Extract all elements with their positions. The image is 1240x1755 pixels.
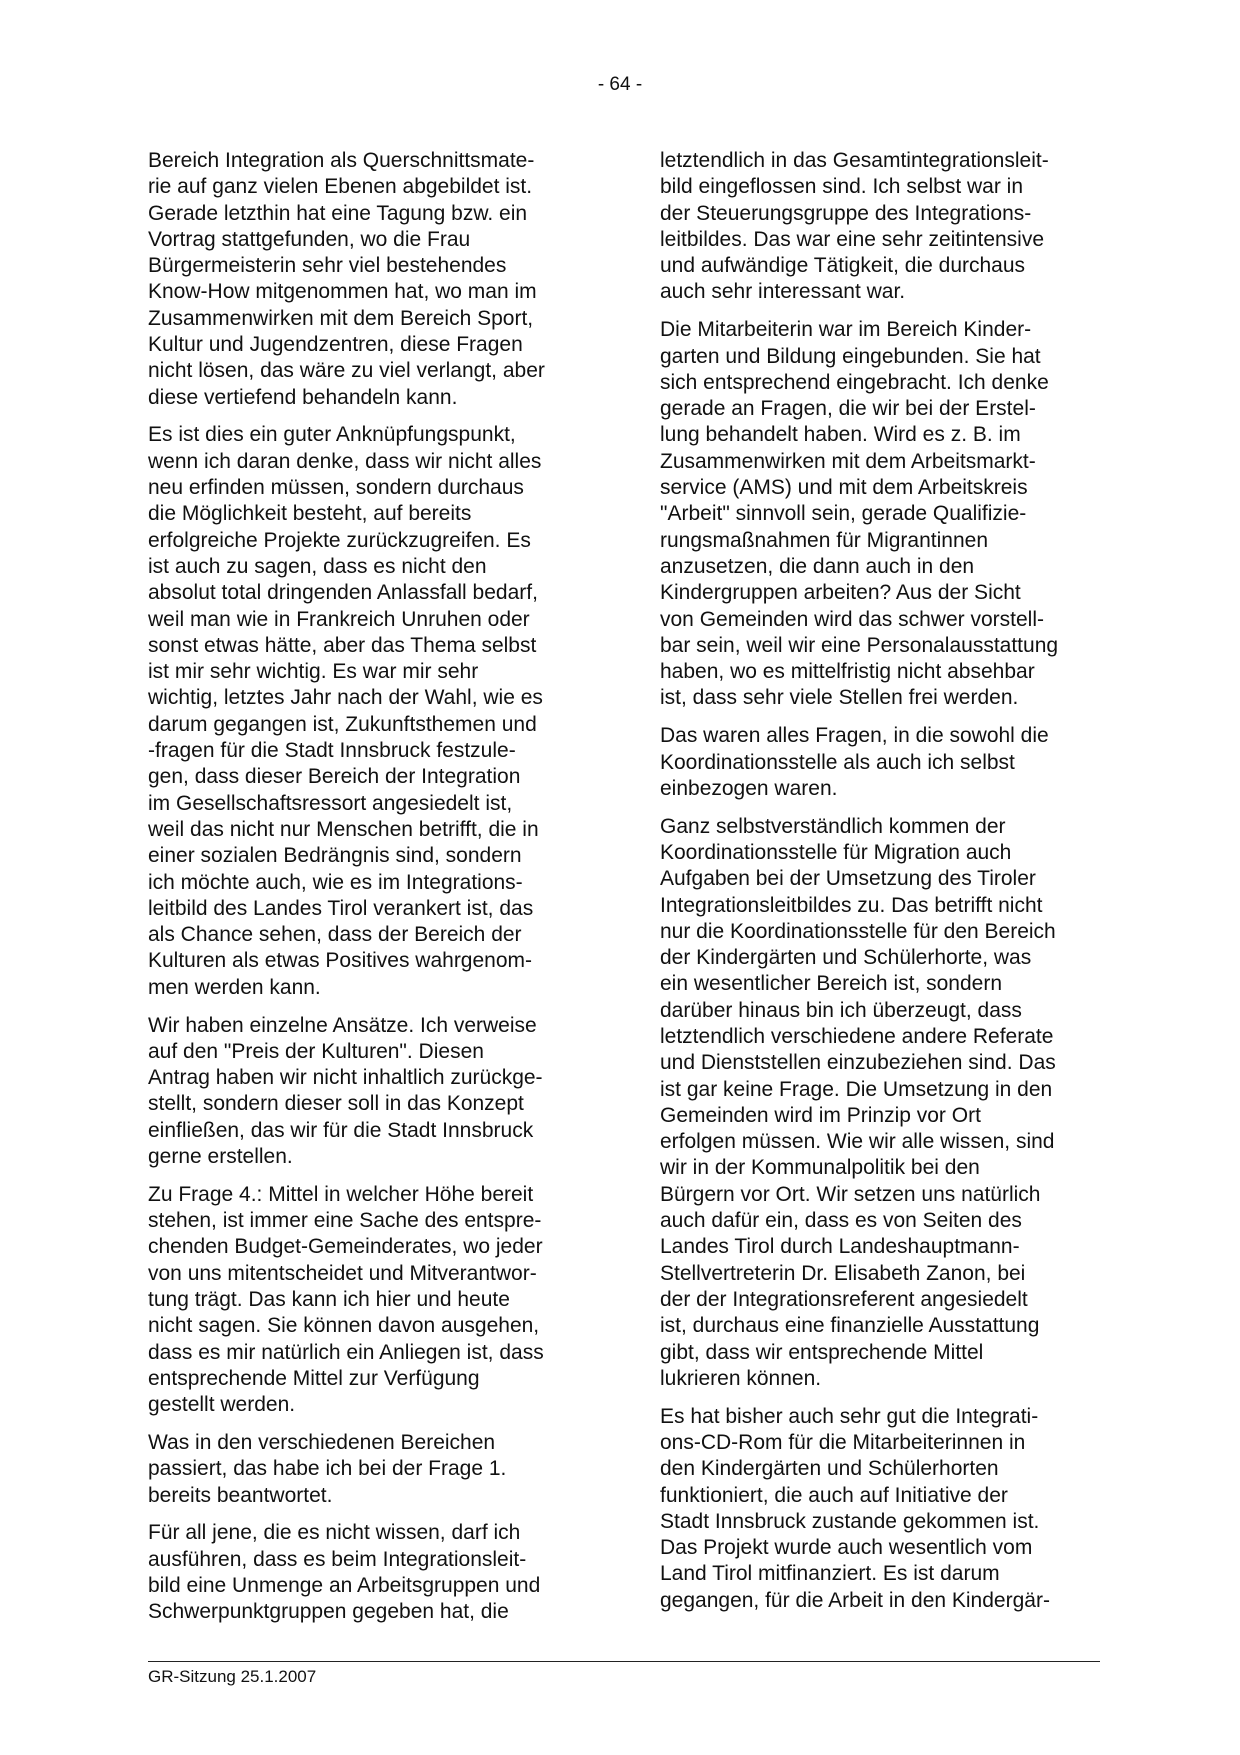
text-line: Für all jene, die es nicht wissen, darf ich	[148, 1521, 521, 1545]
text-line: weil man wie in Frankreich Unruhen oder	[148, 607, 530, 631]
paragraph	[148, 1520, 586, 1625]
text-line: -fragen für die Stadt Innsbruck festzule-	[148, 739, 516, 763]
text-line: Ganz selbstverständlich kommen der	[660, 814, 1006, 838]
footer-session-date: GR-Sitzung 25.1.2007	[148, 1667, 317, 1686]
text-line: ons-CD-Rom für die Mitarbeiterinnen in	[660, 1430, 1026, 1454]
text-line: ausführen, dass es beim Integrationsleit-	[148, 1547, 527, 1571]
text-line: ist auch zu sagen, dass es nicht den	[148, 554, 487, 578]
text-line: Koordinationsstelle für Migration auch	[660, 840, 1012, 864]
text-line: gegangen, für die Arbeit in den Kindergär-	[660, 1588, 1050, 1612]
text-line: dass es mir natürlich ein Anliegen ist, dass	[148, 1340, 544, 1364]
text-line: nicht sagen. Sie können davon ausgehen,	[148, 1314, 540, 1338]
text-line: ein wesentlicher Bereich ist, sondern	[660, 972, 1003, 996]
text-line: Bürgern vor Ort. Wir setzen uns natürlich	[660, 1182, 1041, 1206]
paragraph	[148, 1013, 586, 1171]
text-line: erfolgreiche Projekte zurückzugreifen. Es	[148, 528, 531, 552]
page-number: - 64 -	[597, 74, 643, 95]
text-line: gen, dass dieser Bereich der Integration	[148, 765, 521, 789]
text-line: Wir haben einzelne Ansätze. Ich verweise	[148, 1013, 537, 1037]
text-line: Koordinationsstelle als auch ich selbst	[660, 750, 1015, 774]
text-line: rie auf ganz vielen Ebenen abgebildet ist.	[148, 175, 533, 199]
text-line: Das Projekt wurde auch wesentlich vom	[660, 1536, 1033, 1560]
text-line: Es ist dies ein guter Anknüpfungspunkt,	[148, 423, 516, 447]
text-line: Gerade letzthin hat eine Tagung bzw. ein	[148, 201, 528, 225]
text-line: funktioniert, die auch auf Initiative der	[660, 1483, 1008, 1507]
text-line: als Chance sehen, dass der Bereich der	[148, 923, 522, 947]
paragraph	[660, 1404, 1100, 1614]
paragraph	[660, 148, 1100, 306]
text-line: Zusammenwirken mit dem Arbeitsmarkt-	[660, 449, 1036, 473]
text-line: haben, wo es mittelfristig nicht absehbar	[660, 660, 1035, 684]
text-line: sonst etwas hätte, aber das Thema selbst	[148, 633, 537, 657]
text-line: nur die Koordinationsstelle für den Bereich	[660, 919, 1056, 943]
text-line: ist, dass sehr viele Stellen frei werden.	[660, 686, 1019, 710]
text-line: einfließen, das wir für die Stadt Innsbruck	[148, 1118, 534, 1142]
text-line: Es hat bisher auch sehr gut die Integrati-	[660, 1404, 1039, 1428]
text-line: men werden kann.	[148, 975, 321, 999]
text-line: "Arbeit" sinnvoll sein, gerade Qualifizie-	[660, 502, 1027, 526]
text-line: der der Integrationsreferent angesiedelt	[660, 1287, 1028, 1311]
paragraph	[148, 1182, 586, 1419]
text-line: Gemeinden wird im Prinzip vor Ort	[660, 1103, 981, 1127]
footer-divider	[148, 1661, 1100, 1662]
text-line: Kultur und Jugendzentren, diese Fragen	[148, 333, 523, 357]
text-line: von uns mitentscheidet und Mitverantwor-	[148, 1261, 537, 1285]
text-line: der Steuerungsgruppe des Integrations-	[660, 201, 1032, 225]
text-line: Die Mitarbeiterin war im Bereich Kinder-	[660, 318, 1032, 342]
text-line: Land Tirol mitfinanziert. Es ist darum	[660, 1562, 1000, 1586]
text-line: diese vertiefend behandeln kann.	[148, 385, 458, 409]
text-line: ich möchte auch, wie es im Integrations-	[148, 870, 523, 894]
text-line: von Gemeinden wird das schwer vorstell-	[660, 607, 1044, 631]
paragraph	[660, 317, 1100, 711]
text-line: Was in den verschiedenen Bereichen	[148, 1430, 496, 1454]
text-line: chenden Budget-Gemeinderates, wo jeder	[148, 1235, 543, 1259]
text-line: auch dafür ein, dass es von Seiten des	[660, 1209, 1022, 1233]
text-line: einer sozialen Bedrängnis sind, sondern	[148, 844, 522, 868]
text-line: und Dienststellen einzubeziehen sind. Das	[660, 1051, 1056, 1075]
text-line: absolut total dringenden Anlassfall bedarf,	[148, 581, 538, 605]
text-line: Bürgermeisterin sehr viel bestehendes	[148, 254, 507, 278]
text-line: bereits beantwortet.	[148, 1483, 333, 1507]
text-line: lukrieren können.	[660, 1366, 822, 1390]
text-line: ist gar keine Frage. Die Umsetzung in den	[660, 1077, 1053, 1101]
text-line: nicht lösen, das wäre zu viel verlangt, aber	[148, 359, 545, 383]
text-line: erfolgen müssen. Wie wir alle wissen, sind	[660, 1130, 1055, 1154]
text-line: Kulturen als etwas Positives wahrgenom-	[148, 949, 533, 973]
left-column	[148, 148, 586, 1637]
text-line: service (AMS) und mit dem Arbeitskreis	[660, 476, 1028, 500]
text-line: tung trägt. Das kann ich hier und heute	[148, 1287, 510, 1311]
text-line: ist, durchaus eine finanzielle Ausstattung	[660, 1314, 1040, 1338]
text-line: Kindergruppen arbeiten? Aus der Sicht	[660, 581, 1021, 605]
text-line: und aufwändige Tätigkeit, die durchaus	[660, 254, 1026, 278]
text-line: leitbild des Landes Tirol verankert ist, das	[148, 896, 534, 920]
paragraph	[148, 148, 586, 411]
text-line: Know-How mitgenommen hat, wo man im	[148, 280, 537, 304]
text-line: wenn ich daran denke, dass wir nicht alles	[148, 449, 542, 473]
text-line: Stellvertreterin Dr. Elisabeth Zanon, bei	[660, 1261, 1026, 1285]
text-line: Schwerpunktgruppen gegeben hat, die	[148, 1600, 509, 1624]
text-line: der Kindergärten und Schülerhorte, was	[660, 946, 1032, 970]
text-line: gestellt werden.	[148, 1393, 296, 1417]
text-line: Integrationsleitbildes zu. Das betrifft nicht	[660, 893, 1043, 917]
text-line: neu erfinden müssen, sondern durchaus	[148, 476, 524, 500]
text-line: den Kindergärten und Schülerhorten	[660, 1457, 999, 1481]
paragraph	[148, 422, 586, 1001]
text-line: entsprechende Mittel zur Verfügung	[148, 1366, 480, 1390]
text-line: Zusammenwirken mit dem Bereich Sport,	[148, 306, 534, 330]
text-line: ist mir sehr wichtig. Es war mir sehr	[148, 660, 479, 684]
text-line: bild eine Unmenge an Arbeitsgruppen und	[148, 1573, 541, 1597]
text-line: lung behandelt haben. Wird es z. B. im	[660, 423, 1021, 447]
text-line: einbezogen waren.	[660, 776, 838, 800]
text-line: anzusetzen, die dann auch in den	[660, 554, 975, 578]
text-line: Bereich Integration als Querschnittsmate-	[148, 149, 535, 172]
text-line: Das waren alles Fragen, in die sowohl die	[660, 724, 1049, 748]
paragraph	[660, 814, 1100, 1393]
text-line: Landes Tirol durch Landeshauptmann-	[660, 1235, 1020, 1259]
text-line: Aufgaben bei der Umsetzung des Tiroler	[660, 867, 1036, 891]
text-line: stehen, ist immer eine Sache des entspre-	[148, 1209, 542, 1233]
paragraph	[148, 1430, 586, 1509]
text-line: gerade an Fragen, die wir bei der Erstel-	[660, 397, 1036, 421]
text-line: rungsmaßnahmen für Migrantinnen	[660, 528, 989, 552]
right-column	[660, 148, 1100, 1626]
text-line: letztendlich verschiedene andere Referate	[660, 1025, 1054, 1048]
text-line: bar sein, weil wir eine Personalausstattung	[660, 633, 1059, 657]
text-line: stellt, sondern dieser soll in das Konzept	[148, 1092, 524, 1116]
text-line: garten und Bildung eingebunden. Sie hat	[660, 344, 1041, 368]
text-line: auf den "Preis der Kulturen". Diesen	[148, 1039, 484, 1063]
text-line: gerne erstellen.	[148, 1144, 293, 1168]
text-line: Stadt Innsbruck zustande gekommen ist.	[660, 1509, 1040, 1533]
text-line: wichtig, letztes Jahr nach der Wahl, wie es	[148, 686, 543, 710]
text-line: die Möglichkeit besteht, auf bereits	[148, 502, 472, 526]
text-line: passiert, das habe ich bei der Frage 1.	[148, 1457, 507, 1481]
text-line: Zu Frage 4.: Mittel in welcher Höhe bereit	[148, 1182, 534, 1206]
text-line: auch sehr interessant war.	[660, 280, 906, 304]
text-line: weil das nicht nur Menschen betrifft, die in	[148, 817, 539, 841]
text-line: bild eingeflossen sind. Ich selbst war in	[660, 175, 1024, 199]
text-line: darüber hinaus bin ich überzeugt, dass	[660, 998, 1022, 1022]
text-line: Vortrag stattgefunden, wo die Frau	[148, 227, 471, 251]
text-line: darum gegangen ist, Zukunftsthemen und	[148, 712, 537, 736]
paragraph	[660, 723, 1100, 802]
text-line: wir in der Kommunalpolitik bei den	[660, 1156, 980, 1180]
text-line: leitbildes. Das war eine sehr zeitintensive	[660, 227, 1045, 251]
text-line: gibt, dass wir entsprechende Mittel	[660, 1340, 984, 1364]
text-line: letztendlich in das Gesamtintegrationsleit-	[660, 149, 1049, 172]
text-line: sich entsprechend eingebracht. Ich denke	[660, 370, 1049, 394]
text-line: im Gesellschaftsressort angesiedelt ist,	[148, 791, 513, 815]
text-line: Antrag haben wir nicht inhaltlich zurückge-	[148, 1066, 543, 1090]
